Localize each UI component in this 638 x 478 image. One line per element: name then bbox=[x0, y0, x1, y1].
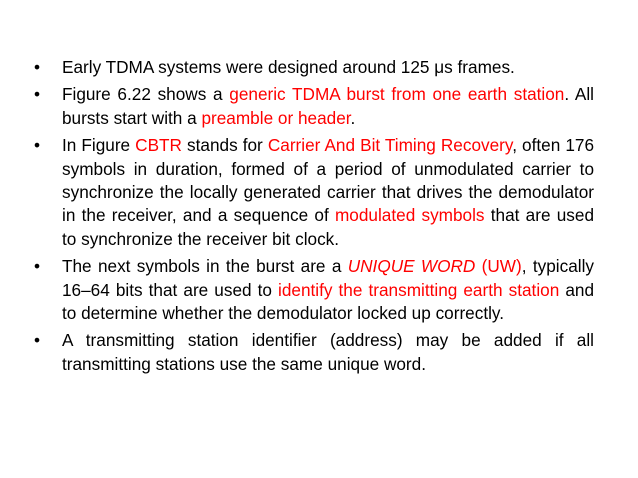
highlighted-term: UNIQUE WORD bbox=[347, 256, 476, 277]
bullet-text bbox=[62, 329, 594, 376]
text-run: that are used to synchronize the receiver bit clock. bbox=[62, 205, 595, 249]
bullet-item bbox=[34, 134, 594, 251]
text-run: . All bursts start with a bbox=[62, 84, 595, 128]
text-run: Figure 6.22 shows a bbox=[62, 84, 230, 105]
bullet-list bbox=[34, 56, 594, 380]
text-run: , often 176 symbols in duration, formed of a period of unmodulated carrier to synchronize the locally generated carrier that drives the demodulator in the receiver, and a sequence of bbox=[62, 135, 595, 226]
text-run: A transmitting station identifier (address) may be added if all transmitting stations use the same unique word. bbox=[62, 330, 594, 374]
bullet-text bbox=[62, 255, 594, 325]
highlighted-term: (UW) bbox=[475, 256, 522, 277]
bullet-marker: • bbox=[34, 57, 41, 77]
bullet-marker: • bbox=[34, 330, 41, 351]
bullet-item bbox=[34, 56, 594, 79]
text-run: The next symbols in the burst are a bbox=[62, 256, 348, 277]
bullet-item bbox=[34, 255, 594, 325]
bullet-text bbox=[62, 134, 594, 251]
bullet-text bbox=[62, 56, 594, 79]
text-run: stands for bbox=[181, 135, 268, 156]
highlighted-term: modulated symbols bbox=[334, 205, 485, 226]
bullet-marker: • bbox=[34, 256, 41, 277]
bullet-item bbox=[34, 83, 594, 130]
highlighted-term: CBTR bbox=[135, 135, 182, 156]
bullet-marker: • bbox=[34, 84, 41, 105]
bullet-text bbox=[62, 83, 594, 130]
bullet-item bbox=[34, 329, 594, 376]
text-run: . bbox=[350, 107, 356, 128]
highlighted-term: identify the transmitting earth station bbox=[278, 279, 560, 300]
text-run: In Figure bbox=[62, 135, 136, 156]
highlighted-term: generic TDMA burst from one earth station bbox=[229, 84, 565, 105]
highlighted-term: preamble or header bbox=[201, 107, 351, 128]
text-run: and to determine whether the demodulator locked up correctly. bbox=[62, 279, 595, 324]
highlighted-term: Carrier And Bit Timing Recovery bbox=[267, 135, 513, 156]
text-run: Early TDMA systems were designed around 125 μs frames. bbox=[62, 57, 515, 77]
text-run: , typically 16–64 bits that are used to bbox=[62, 256, 594, 300]
bullet-marker: • bbox=[34, 135, 41, 156]
